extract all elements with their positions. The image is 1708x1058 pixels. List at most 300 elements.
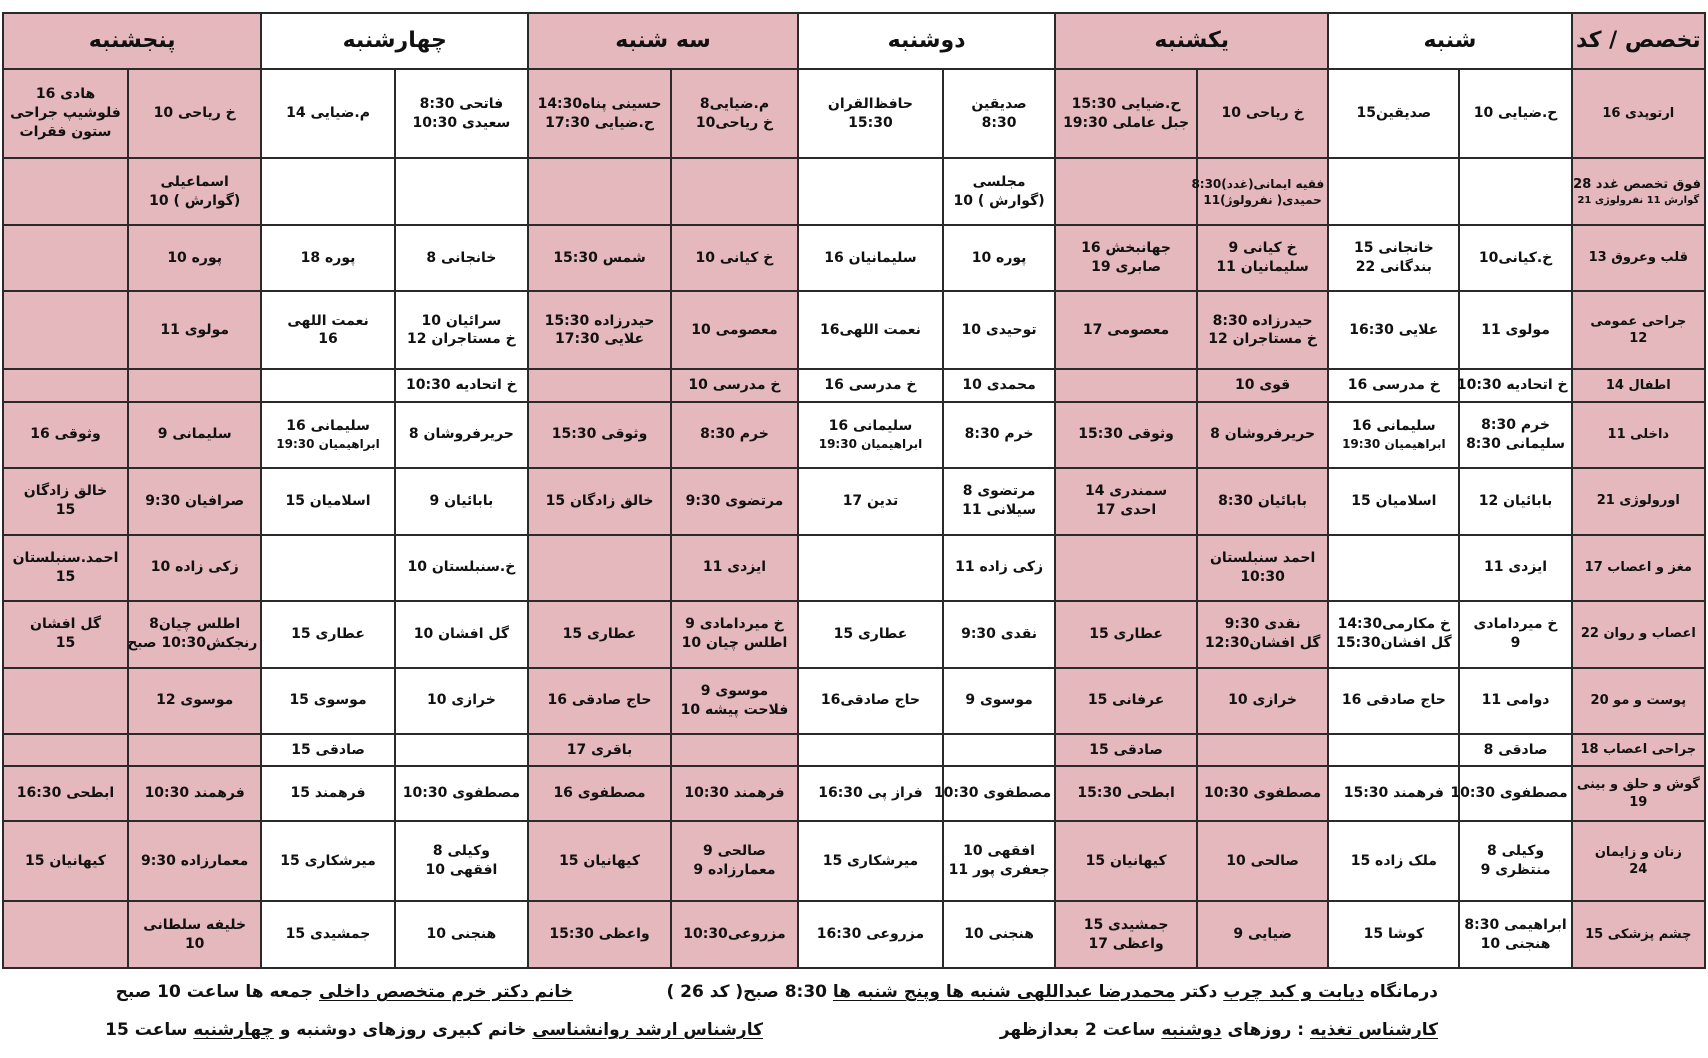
specialty-label: ارتوپدی 16: [1602, 105, 1675, 121]
schedule-cell: [1055, 402, 1197, 469]
footer-dr-khorram: [116, 982, 573, 1002]
doctor-entry: مصطفوی 16: [553, 785, 646, 802]
doctor-entry: خ کیانی 9: [1228, 240, 1297, 257]
doctor-entry: گل افشان: [30, 616, 101, 633]
specialty-label: جراحی عمومی: [1590, 313, 1687, 329]
doctor-entry: حیدرزاده 15:30: [544, 312, 655, 329]
specialty-cell: [1572, 766, 1705, 821]
doctor-entry: حسینی پناه14:30: [537, 95, 662, 112]
doctor-entry: صدیقین15: [1356, 105, 1432, 122]
doctor-entry: 15: [55, 635, 76, 652]
table-row: [3, 402, 1705, 469]
doctor-entry: موسوی 15: [289, 692, 367, 709]
schedule-cell: [1456, 369, 1571, 401]
day-header-tuesday: سه شنبه: [528, 13, 798, 69]
doctor-entry: خ ریاحی 10: [1221, 105, 1304, 122]
schedule-cell: [128, 668, 261, 735]
specialty-cell: [1572, 291, 1705, 369]
footer-psychology: [105, 1020, 763, 1040]
schedule-cell: [1055, 69, 1197, 158]
schedule-cell: [1328, 734, 1459, 766]
doctor-entry: کوشا 15: [1363, 926, 1424, 943]
doctor-entry: 15: [55, 502, 76, 519]
doctor-entry: حریرفروشان 8: [1210, 426, 1316, 443]
schedule-cell: [1328, 668, 1459, 735]
schedule-cell: [798, 468, 943, 535]
doctor-entry: ابراهیمیان 19:30: [1342, 437, 1446, 452]
doctor-entry: جمشیدی 15: [285, 926, 371, 943]
specialty-cell: [1572, 601, 1705, 668]
footer-text: خانم کبیری روزهای دوشنبه و: [273, 1020, 533, 1040]
doctor-entry: وکیلی 8: [1487, 843, 1545, 860]
doctor-entry: ابراهیمیان 19:30: [276, 437, 380, 452]
schedule-cell: [128, 158, 261, 225]
schedule-cell: [261, 901, 394, 968]
doctor-entry: پوره 10: [971, 249, 1027, 266]
specialty-cell: [1572, 468, 1705, 535]
schedule-cell: [261, 766, 394, 821]
doctor-entry: پوره 18: [300, 249, 356, 266]
schedule-cell: [395, 69, 528, 158]
doctor-entry: جبل عاملی 19:30: [1063, 114, 1190, 131]
doctor-entry: ایزدی 11: [1483, 559, 1548, 576]
doctor-entry: خرم 8:30: [964, 426, 1034, 443]
doctor-entry: ح.ضیایی 17:30: [545, 114, 654, 131]
doctor-entry: مصطفوی 10:30: [1203, 785, 1322, 802]
schedule-cell: [1197, 468, 1328, 535]
doctor-entry: واعظی 15:30: [549, 926, 650, 943]
table-row: [3, 901, 1705, 968]
doctor-entry: عرفانی 15: [1087, 692, 1165, 709]
schedule-cell: [128, 601, 261, 668]
schedule-cell: [261, 601, 394, 668]
schedule-cell: [261, 291, 394, 369]
schedule-cell: [1328, 158, 1459, 225]
doctor-entry: سلیمانیان 16: [824, 249, 917, 266]
schedule-cell: [528, 69, 671, 158]
schedule-cell: [128, 821, 261, 901]
schedule-cell: [528, 766, 671, 821]
schedule-cell: [3, 535, 128, 602]
doctor-entry: خ مکارمی14:30: [1337, 616, 1451, 633]
doctor-entry: ایزدی 11: [702, 559, 767, 576]
footer-text: دکتر: [1175, 982, 1224, 1002]
schedule-cell: [1055, 766, 1197, 821]
schedule-cell: [528, 402, 671, 469]
doctor-entry: جمشیدی 15: [1083, 916, 1169, 933]
schedule-cell: [395, 535, 528, 602]
doctor-entry: حریرفروشان 8: [408, 426, 514, 443]
doctor-entry: پوره 10: [167, 249, 223, 266]
schedule-cell: [395, 468, 528, 535]
doctor-entry: میرشکاری 15: [280, 852, 376, 869]
schedule-cell: [395, 766, 528, 821]
doctor-entry: حیدرزاده 8:30: [1212, 312, 1313, 329]
doctor-entry: گل افشان12:30: [1204, 635, 1321, 652]
schedule-cell: [1328, 766, 1459, 821]
doctor-entry: احمد.سنبلستان: [12, 549, 119, 566]
schedule-cell: [798, 766, 943, 821]
schedule-cell: [261, 734, 394, 766]
doctor-entry: موسوی 12: [156, 692, 234, 709]
doctor-entry: 15: [55, 568, 76, 585]
doctor-entry: ابراهیمی 8:30: [1464, 916, 1567, 933]
schedule-cell: [528, 369, 671, 401]
doctor-entry: میرشکاری 15: [822, 852, 919, 869]
schedule-cell: [128, 468, 261, 535]
schedule-cell: [1055, 601, 1197, 668]
schedule-cell: [798, 402, 943, 469]
schedule-cell: [1328, 535, 1459, 602]
schedule-cell: [395, 225, 528, 292]
schedule-cell: [1459, 291, 1571, 369]
schedule-cell: [943, 468, 1055, 535]
footer-text: کارشناس تغذیه: [1310, 1020, 1438, 1040]
day-header-thursday: پنجشنبه: [3, 13, 261, 69]
schedule-cell: [671, 158, 798, 225]
schedule-cell: [1197, 291, 1328, 369]
schedule-cell: [395, 369, 528, 401]
doctor-entry: خلیفه سلطانی: [143, 916, 247, 933]
doctor-entry: وثوقی 15:30: [1078, 426, 1174, 443]
schedule-cell: [671, 821, 798, 901]
doctor-entry: مرتضوی 8: [962, 483, 1036, 500]
schedule-cell: [528, 821, 671, 901]
doctor-entry: باقری 17: [566, 741, 633, 758]
schedule-cell: [1197, 69, 1328, 158]
schedule-cell: [395, 734, 528, 766]
schedule-cell: [3, 69, 128, 158]
schedule-cell: [1328, 402, 1459, 469]
schedule-cell: [3, 734, 128, 766]
schedule-cell: [128, 69, 261, 158]
doctor-entry: 9: [1510, 635, 1521, 652]
schedule-cell: [3, 225, 128, 292]
doctor-entry: عطاری 15: [291, 625, 365, 642]
schedule-cell: [943, 402, 1055, 469]
schedule-cell: [1328, 69, 1459, 158]
schedule-cell: [798, 69, 943, 158]
doctor-entry: خرم 8:30: [1481, 416, 1550, 433]
specialty-label: فوق تخصص غدد 28: [1573, 177, 1701, 193]
doctor-entry: شمس 15:30: [553, 249, 646, 266]
schedule-cell: [1459, 225, 1571, 292]
doctor-entry: خ اتحادیه 10:30: [406, 377, 517, 393]
doctor-entry: حاج صادقی16: [820, 692, 921, 709]
doctor-entry: حمیدی( نفرولوژ)11: [1203, 192, 1322, 207]
footer-text: درمانگاه: [1369, 982, 1438, 1002]
doctor-entry: هنجنی 10: [426, 926, 497, 943]
specialty-cell: [1572, 668, 1705, 735]
doctor-entry: حافظ‌القران: [827, 95, 914, 112]
schedule-cell: [261, 158, 394, 225]
schedule-cell: [671, 766, 798, 821]
doctor-entry: اسلامیان 15: [1351, 492, 1437, 509]
doctor-entry: ح.ضیایی 15:30: [1071, 95, 1181, 112]
schedule-cell: [943, 734, 1055, 766]
doctor-entry: خرازی 10: [426, 692, 496, 709]
table-row: [3, 468, 1705, 535]
specialty-label: پوست و مو 20: [1590, 692, 1687, 708]
schedule-cell: [943, 601, 1055, 668]
schedule-cell: [128, 291, 261, 369]
doctor-entry: صدیقین: [971, 95, 1027, 112]
doctor-entry: (گوارش ) 10: [953, 192, 1045, 209]
schedule-cell: [943, 668, 1055, 735]
specialty-label: داخلی 11: [1607, 426, 1670, 442]
doctor-entry: نقدی 9:30: [961, 625, 1038, 642]
footer-text: : روزهای: [1221, 1020, 1311, 1040]
doctor-entry: معصومی 17: [1082, 321, 1170, 338]
doctor-entry: خ مدرسی 16: [1347, 377, 1440, 393]
table-row: [3, 225, 1705, 292]
doctor-entry: (گوارش ) 10: [149, 192, 241, 209]
doctor-entry: ابطحی 16:30: [16, 785, 115, 802]
schedule-cell: [1328, 225, 1459, 292]
schedule-cell: [3, 158, 128, 225]
specialty-cell: [1572, 369, 1705, 401]
doctor-entry: صالحی 9: [703, 843, 766, 860]
doctor-entry: قوی 10: [1235, 377, 1291, 393]
table-row: [3, 668, 1705, 735]
specialty-cell: [1572, 734, 1705, 766]
doctor-entry: سلیمانی 16: [828, 418, 913, 435]
footer-text: دیابت و کبد چرب: [1223, 982, 1364, 1002]
doctor-entry: ستون فقرات: [19, 124, 112, 141]
doctor-entry: خانجانی 8: [426, 249, 497, 266]
schedule-cell: [943, 369, 1055, 401]
footer-text: ساعت 15: [105, 1020, 194, 1040]
schedule-cell: [1197, 734, 1328, 766]
doctor-entry: سمندری 14: [1084, 483, 1168, 500]
doctor-entry: سلیمانی 8:30: [1466, 435, 1566, 452]
schedule-cell: [1459, 468, 1571, 535]
doctor-entry: فرهمند 15: [290, 785, 366, 802]
specialty-label: قلب وعروق 13: [1588, 250, 1689, 266]
schedule-cell: [3, 291, 128, 369]
doctor-entry: فلوشیپ جراحی: [10, 105, 121, 122]
doctor-entry: فرهمند 10:30: [684, 785, 785, 802]
specialty-cell: [1572, 901, 1705, 968]
doctor-entry: اطلس چیان8: [149, 616, 241, 633]
doctor-entry: معصومی 10: [691, 321, 778, 338]
schedule-cell: [528, 668, 671, 735]
specialty-label: گوارش 11 نفرولوژی 21: [1577, 194, 1700, 206]
schedule-cell: [671, 291, 798, 369]
schedule-cell: [1459, 69, 1571, 158]
schedule-cell: [395, 291, 528, 369]
schedule-cell: [1197, 901, 1328, 968]
doctor-entry: هنجنی 10: [1480, 935, 1551, 952]
schedule-cell: [528, 468, 671, 535]
doctor-entry: علایی 17:30: [554, 331, 645, 348]
header-row: [3, 13, 1705, 69]
specialty-label: جراحی اعصاب 18: [1580, 742, 1697, 758]
specialty-label: گوش و حلق و بینی: [1576, 777, 1700, 793]
doctor-entry: موسوی 9: [965, 692, 1033, 709]
schedule-cell: [1055, 668, 1197, 735]
doctor-entry: صرافیان 9:30: [145, 492, 245, 509]
schedule-cell: [3, 668, 128, 735]
day-header-monday: دوشنبه: [798, 13, 1055, 69]
doctor-entry: عطاری 15: [562, 625, 637, 642]
doctor-entry: فقیه ایمانی(غدد)8:30: [1191, 176, 1325, 191]
schedule-cell: [1328, 291, 1459, 369]
doctor-entry: مصطفوی 10:30: [933, 785, 1052, 802]
doctor-entry: اطلس چیان 10: [681, 635, 788, 652]
specialty-cell: [1572, 158, 1705, 225]
schedule-cell: [943, 158, 1055, 225]
doctor-entry: گل افشان15:30: [1336, 635, 1452, 652]
schedule-cell: [528, 901, 671, 968]
schedule-cell: [261, 468, 394, 535]
schedule-cell: [528, 734, 671, 766]
doctor-entry: صادقی 15: [1089, 741, 1163, 758]
specialty-label: اعصاب و روان 22: [1580, 626, 1696, 642]
doctor-entry: حاج صادقی 16: [1341, 692, 1446, 709]
schedule-cell: [395, 158, 528, 225]
doctor-entry: مولوی 11: [160, 321, 230, 338]
schedule-cell: [1459, 535, 1571, 602]
doctor-entry: اسلامیان 15: [285, 492, 371, 509]
doctor-entry: 15:30: [848, 114, 893, 131]
doctor-entry: مصطفوی 10:30: [402, 785, 521, 802]
schedule-cell: [798, 734, 943, 766]
table-row: [3, 291, 1705, 369]
doctor-entry: گل افشان 10: [413, 625, 510, 642]
doctor-entry: صادقی 8: [1483, 741, 1548, 758]
schedule-cell: [3, 601, 128, 668]
specialty-cell: [1572, 535, 1705, 602]
schedule-cell: [128, 369, 261, 401]
schedule-cell: [1197, 535, 1328, 602]
doctor-entry: نقدی 9:30: [1224, 616, 1301, 633]
table-row: [3, 821, 1705, 901]
doctor-entry: سعیدی 10:30: [412, 114, 511, 131]
footer-text: 8:30 صبح( کد 26 ): [666, 982, 833, 1002]
schedule-cell: [128, 402, 261, 469]
footer-text: کارشناس ارشد روانشناسی: [532, 1020, 763, 1040]
doctor-entry: خ میردامادی: [1473, 616, 1558, 633]
doctor-entry: مرتضوی 9:30: [685, 492, 784, 509]
schedule-cell: [1055, 158, 1197, 225]
schedule-cell: [3, 369, 128, 401]
specialty-label: مغز و اعصاب 17: [1584, 559, 1692, 575]
doctor-entry: منتظری 9: [1480, 862, 1551, 879]
doctor-entry: فاتحی 8:30: [419, 95, 504, 112]
footer-text: چهارشنبه: [193, 1020, 274, 1040]
schedule-cell: [798, 668, 943, 735]
specialty-header: تخصص / کد: [1572, 13, 1705, 69]
doctor-entry: خ مستاجران 12: [1208, 331, 1317, 348]
doctor-entry: جهانبخش 16: [1081, 240, 1171, 257]
schedule-cell: [395, 821, 528, 901]
doctor-entry: ابراهیمیان 19:30: [818, 437, 923, 452]
doctor-entry: فراز پی 16:30: [818, 785, 923, 802]
doctor-entry: فرهمند 15:30: [1343, 785, 1444, 802]
schedule-cell: [1055, 734, 1197, 766]
doctor-entry: خ ریاحی10: [695, 114, 774, 131]
table-row: [3, 535, 1705, 602]
specialty-cell: [1572, 225, 1705, 292]
doctor-entry: مزروعی10:30: [683, 926, 786, 943]
doctor-entry: مولوی 11: [1481, 321, 1550, 338]
table-row: [3, 369, 1705, 401]
footer-diabetes-clinic: [666, 982, 1438, 1002]
doctor-entry: خرازی 10: [1228, 692, 1298, 709]
doctor-entry: ابطحی 15:30: [1077, 785, 1175, 802]
doctor-entry: خانجانی 15: [1353, 240, 1434, 257]
schedule-cell: [671, 468, 798, 535]
specialty-label: اطفال 14: [1605, 377, 1671, 393]
schedule-cell: [943, 901, 1055, 968]
doctor-entry: اسماعیلی: [160, 173, 229, 190]
schedule-cell: [1459, 158, 1571, 225]
schedule-cell: [128, 901, 261, 968]
doctor-entry: صابری 19: [1091, 259, 1162, 276]
schedule-cell: [1459, 821, 1571, 901]
schedule-cell: [933, 766, 1055, 821]
schedule-cell: [3, 468, 128, 535]
doctor-entry: معمارزاده 9: [693, 862, 776, 879]
doctor-entry: موسوی 9: [700, 682, 769, 699]
doctor-entry: مصطفوی 10:30: [1450, 785, 1568, 802]
schedule-cell: [528, 225, 671, 292]
schedule-cell: [528, 158, 671, 225]
schedule-cell: [528, 601, 671, 668]
schedule-cell: [1459, 668, 1571, 735]
specialty-label: چشم پزشکی 15: [1585, 926, 1692, 942]
schedule-cell: [261, 821, 394, 901]
schedule-cell: [1055, 535, 1197, 602]
doctor-entry: احدی 17: [1095, 502, 1157, 519]
doctor-entry: فرهمند 10:30: [144, 785, 245, 802]
specialty-label: 19: [1629, 794, 1648, 810]
doctor-entry: نعمت اللهی: [287, 312, 369, 329]
schedule-cell: [798, 901, 943, 968]
schedule-cell: [1459, 402, 1571, 469]
doctor-entry: افقهی 10: [963, 843, 1035, 860]
schedule-cell: [3, 821, 128, 901]
doctor-entry: سلیمانی 9: [157, 426, 232, 443]
doctor-entry: فلاحت پیشه 10: [680, 701, 789, 718]
table-row: [3, 734, 1705, 766]
schedule-cell: [671, 601, 798, 668]
schedule-cell: [1197, 402, 1328, 469]
doctor-entry: علایی 16:30: [1349, 321, 1439, 338]
doctor-entry: واعظی 17: [1088, 935, 1164, 952]
doctor-entry: معمارزاده 9:30: [141, 852, 249, 869]
schedule-cell: [1328, 468, 1459, 535]
doctor-entry: خ مدرسی 16: [824, 377, 917, 393]
doctor-entry: تدین 17: [842, 492, 899, 509]
doctor-entry: کیهانیان 15: [559, 852, 640, 869]
schedule-cell: [1328, 601, 1459, 668]
doctor-entry: 10: [184, 935, 205, 952]
schedule-cell: [1191, 158, 1328, 225]
doctor-entry: حاج صادقی 16: [547, 692, 652, 709]
schedule-cell: [798, 369, 943, 401]
schedule-cell: [671, 369, 798, 401]
doctor-entry: ح.ضیایی 10: [1473, 105, 1558, 122]
schedule-cell: [671, 734, 798, 766]
specialty-label: زنان و زایمان: [1594, 844, 1682, 860]
schedule-cell: [261, 668, 394, 735]
table-row: [3, 158, 1705, 225]
schedule-cell: [395, 601, 528, 668]
schedule-cell: [1197, 668, 1328, 735]
doctor-entry: مجلسی: [972, 173, 1026, 190]
